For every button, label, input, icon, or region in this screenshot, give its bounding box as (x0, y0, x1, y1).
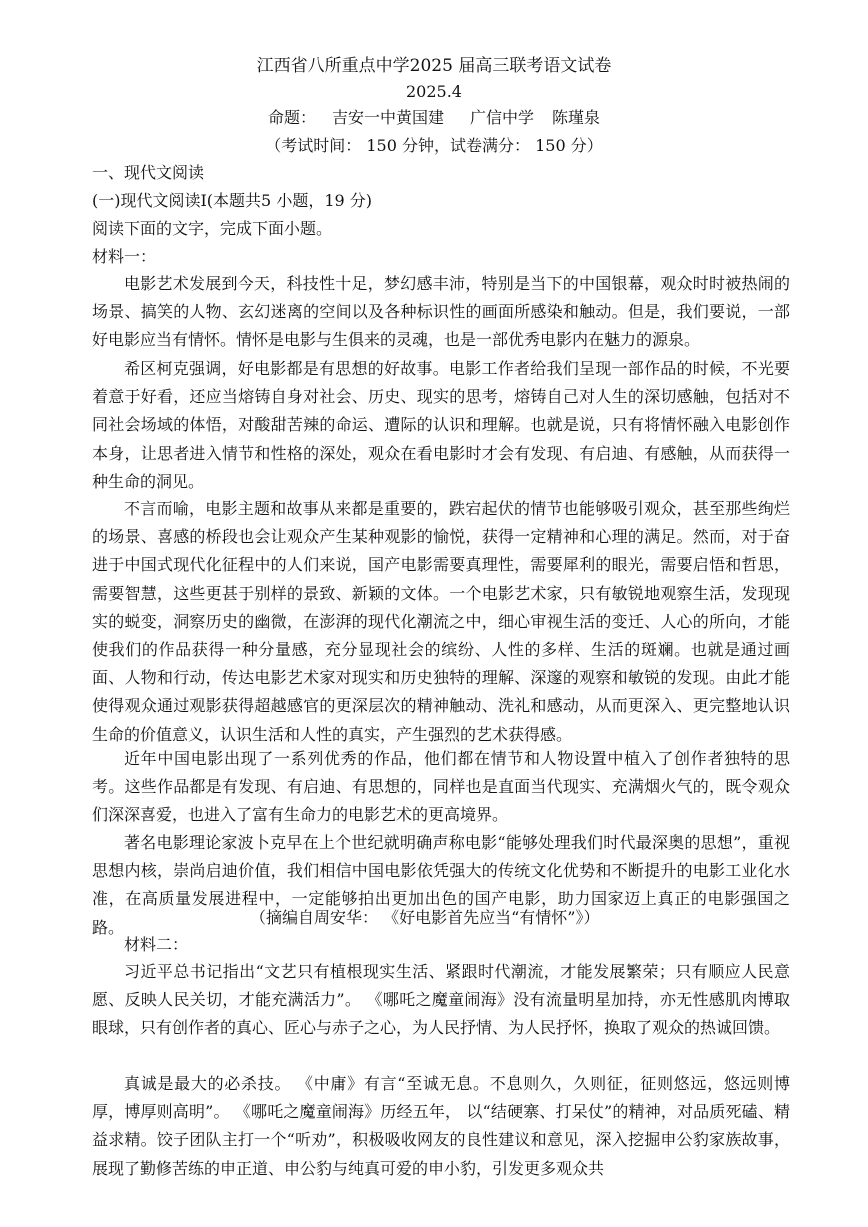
school-2: 广信中学 (470, 108, 535, 127)
material-1-paragraph: 电影艺术发展到今天，科技性十足，梦幻感丰沛，特别是当下的中国银幕，观众时时被热闹的场景、搞笑的人物、玄幻迷离的空间以及各种标识性的画面所感染和触动。但是，我们要说，一部好电影应当有情怀。情怀是电影与生俱来的灵魂，也是一部优秀电影内在魅力的源泉。 (92, 274, 790, 350)
material-2-paragraph: 真诚是最大的必杀技。 《中庸》有言“至诚无息。不息则久，久则征，征则悠远，悠远则博厚，博厚则高明”。 《哪吒之魔童闹海》历经五年， 以“结硬寨、打呆仗”的精神，对品质死磕、精益求精。饺子团队主打一个“听劝”，积极吸收网友的良性建议和意见，深入挖掘申公豹家族故事，展现了勤修苦练的申正道、申公豹与纯真可爱的申小豹，引发更多观众共 (92, 1074, 790, 1178)
authors-label: 命题： (267, 108, 316, 127)
section-heading: 一、现代文阅读 (92, 163, 205, 182)
material-1-paragraph: 不言而喻，电影主题和故事从来都是重要的，跌宕起伏的情节也能够吸引观众，甚至那些绚烂的场景、喜感的桥段也会让观众产生某种观影的愉悦，获得一定精神和心理的满足。然而，对于奋进于中国式现代化征程中的人们来说，国产电影需要真理性，需要犀利的眼光，需要启悟和哲思，需要智慧，这些更甚于别样的景致、新颖的文体。一个电影艺术家，只有敏锐地观察生活，发现现实的蜕变，洞察历史的幽微，在澎湃的现代化潮流之中，细心审视生活的变迁、人心的所向，才能使我们的作品获得一种分量感，充分显现社会的缤纷、人性的多样、生活的斑斓。也就是通过画面、人物和行动，传达电影艺术家对现实和历史独特的理解、深邃的观察和敏锐的发现。由此才能使得观众通过观影获得超越感官的更深层次的精神触动、洗礼和感动，从而更深入、更完整地认识生命的价值意义，认识生活和人性的真实，产生强烈的艺术获得感。 (92, 499, 790, 744)
section-subheading: (一)现代文阅读Ⅰ(本题共5 小题，19 分) (92, 191, 373, 210)
material-1-paragraph: 近年中国电影出现了一系列优秀的作品，他们都在情节和人物设置中植入了创作者独特的思考。这些作品都是有发现、有启迪、有思想的，同样也是直面当代现实、充满烟火气的，既令观众们深深喜爱，也进入了富有生命力的电影艺术的更高境界。 (92, 749, 790, 825)
author-2: 陈瑾泉 (552, 108, 601, 127)
material-1-label: 材料一： (92, 247, 157, 266)
material-2-paragraph: 习近平总书记指出“文艺只有植根现实生活、紧跟时代潮流，才能发展繁荣；只有顺应人民意愿、反映人民关切，才能充满活力”。 《哪吒之魔童闹海》没有流量明星加持，亦无性感肌肉博取眼球，只有创作者的真心、匠心与赤子之心，为人民抒情、为人民抒怀，换取了观众的热诚回馈。 (92, 962, 790, 1038)
material-1-paragraph: 希区柯克强调，好电影都是有思想的好故事。电影工作者给我们呈现一部作品的时候，不光要着意于好看，还应当熔铸自身对社会、历史、现实的思考，熔铸自己对人生的深切感触，包括对不同社会场域的体悟，对酸甜苦辣的命运、遭际的认识和理解。也就是说，只有将情怀融入电影创作本身，让思者进入情节和性格的深处，观众在看电影时才会有发现、有启迪、有感触，从而获得一种生命的洞见。 (92, 359, 790, 491)
author-1: 吉安一中黄国建 (331, 108, 444, 127)
material-1-source: （摘编自周安华： 《好电影首先应当“有情怀”》） (250, 908, 600, 927)
material-2-label: 材料二： (124, 935, 189, 954)
section-instruction: 阅读下面的文字，完成下面小题。 (92, 219, 333, 238)
exam-authors (0, 108, 868, 128)
exam-info: （考试时间： 150 分钟，试卷满分： 150 分） (265, 136, 603, 155)
exam-date: 2025.4 (406, 82, 462, 101)
exam-title: 江西省八所重点中学2025 届高三联考语文试卷 (256, 56, 612, 76)
material-1-paragraph: 著名电影理论家波卜克早在上个世纪就明确声称电影“能够处理我们时代最深奥的思想”，重视思想内核，崇尚启迪价值，我们相信中国电影依凭强大的传统文化优势和不断提升的电影工业化水准，在高质量发展进程中，一定能够拍出更加出色的国产电影，助力国家迈上真正的电影强国之路。 (92, 833, 790, 937)
